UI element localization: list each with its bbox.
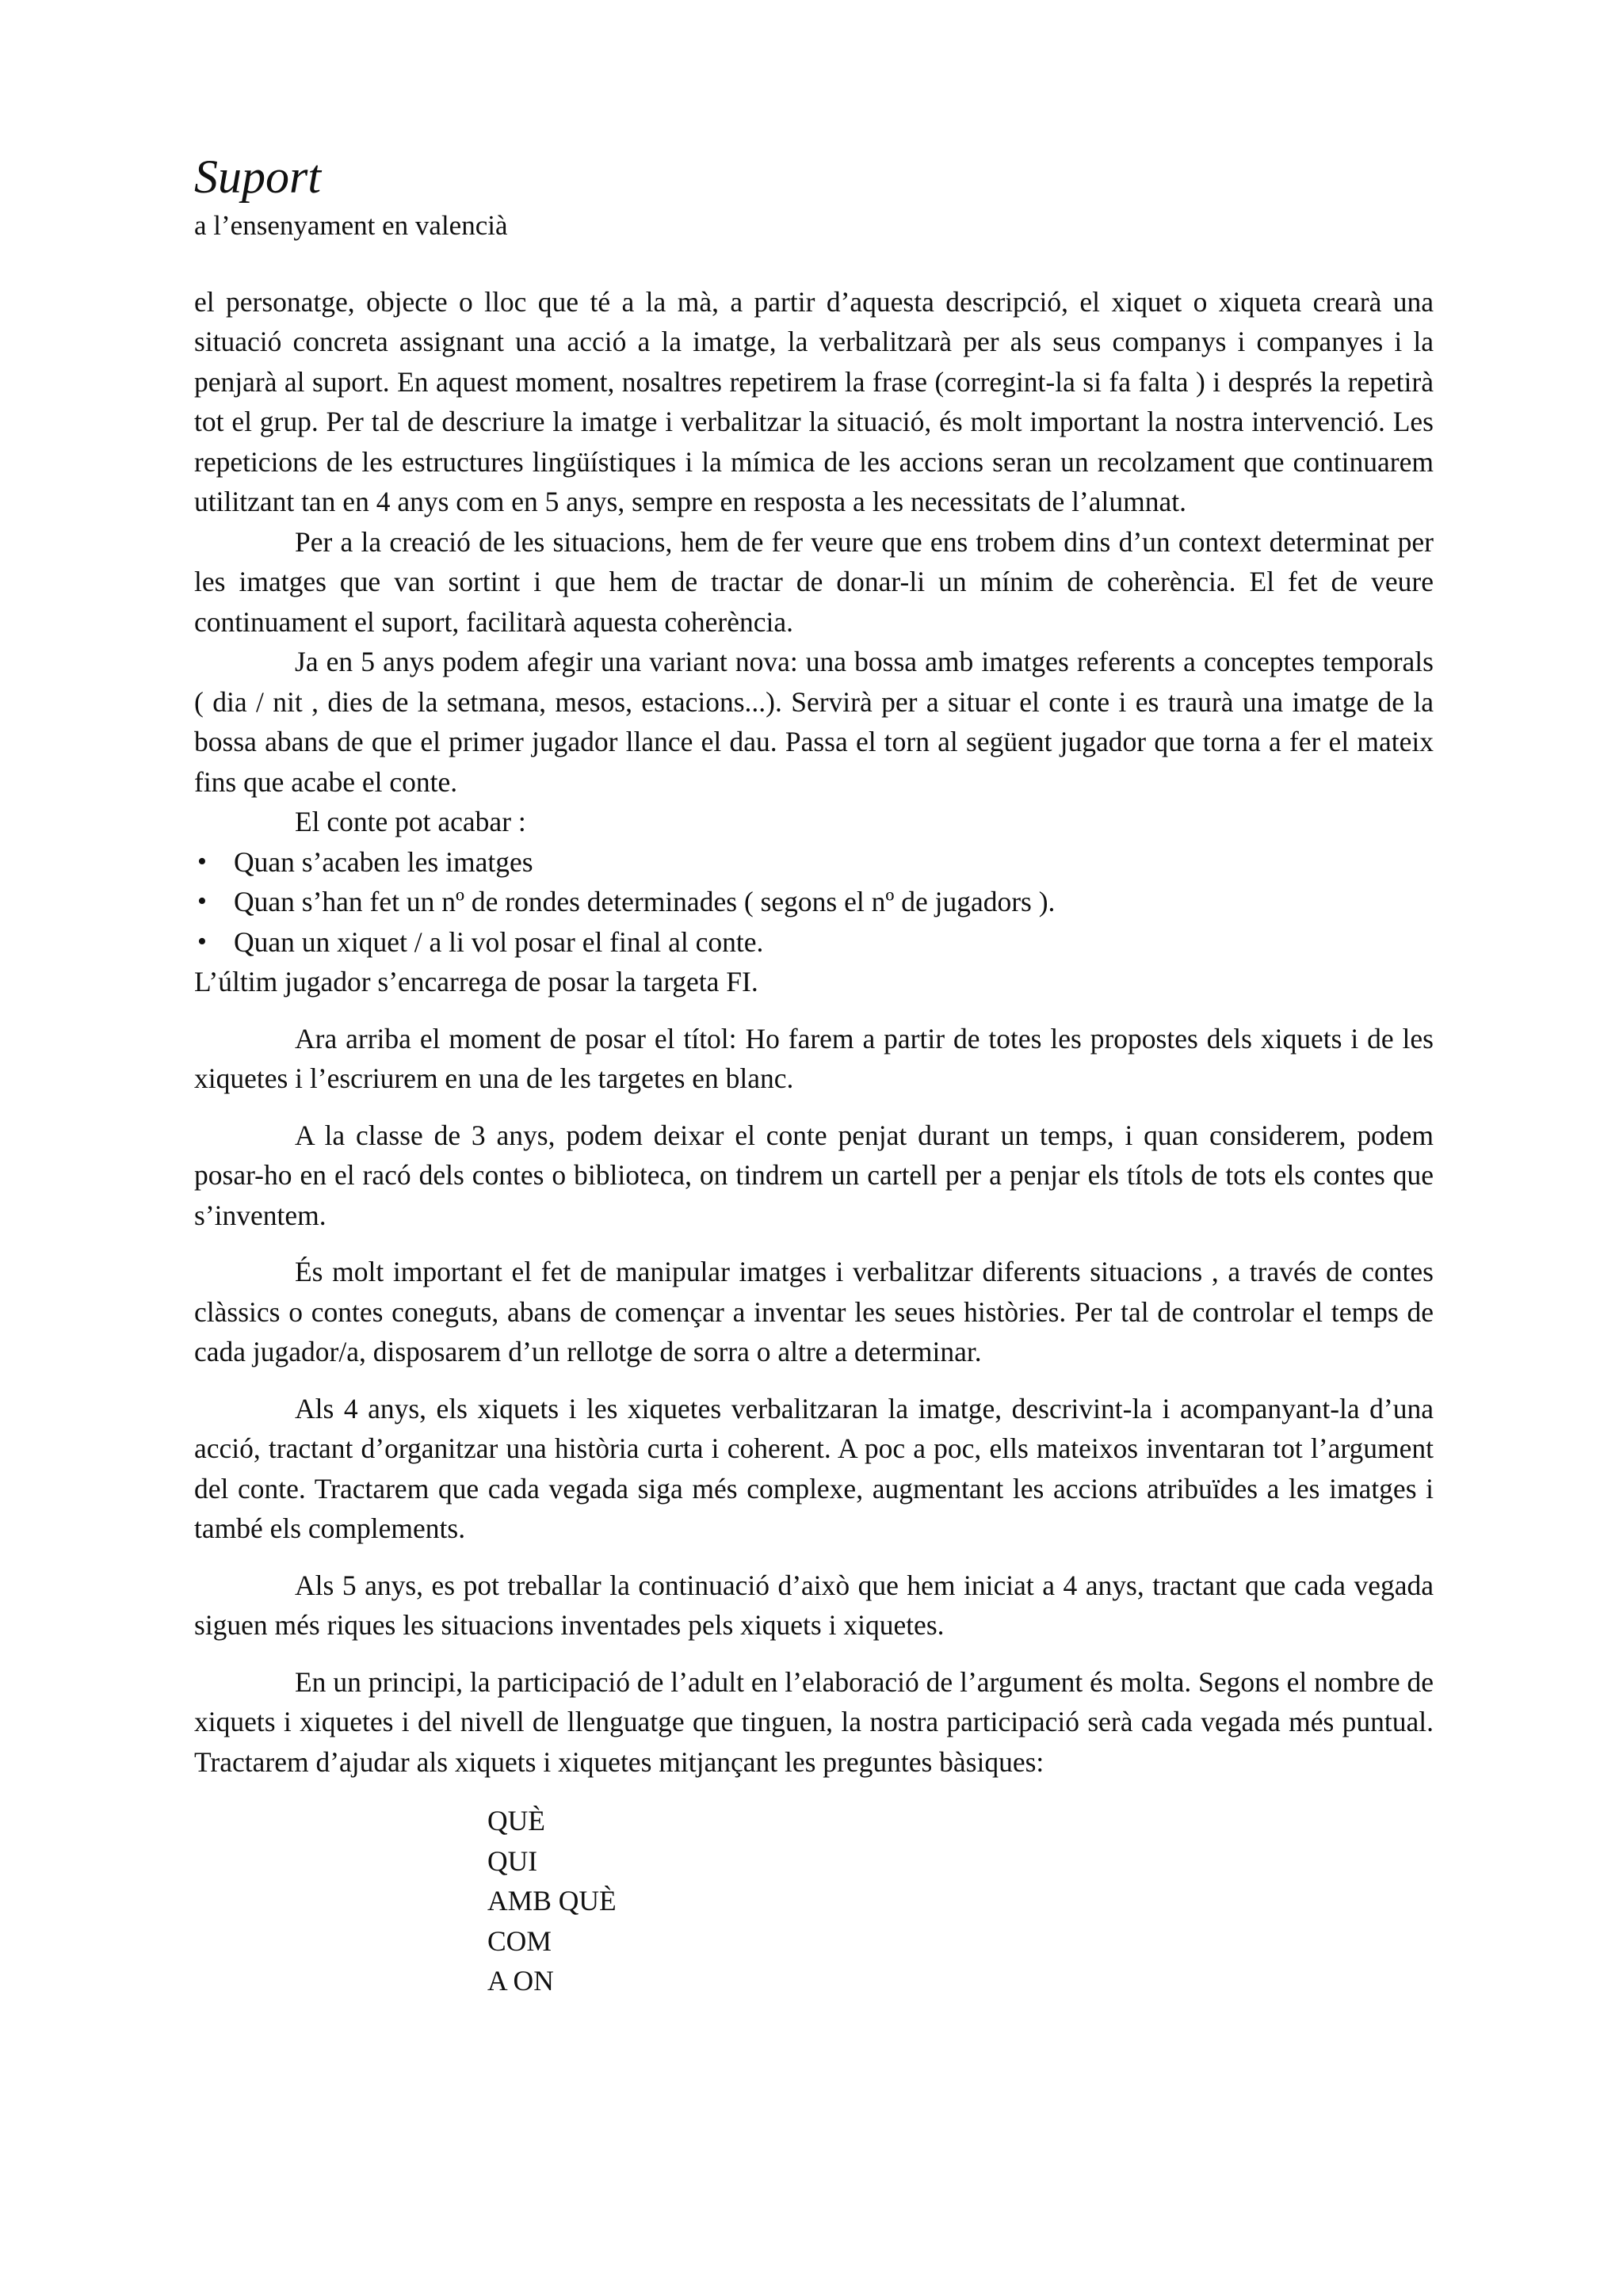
paragraph-3: Ja en 5 anys podem afegir una variant nova: una bossa amb imatges referents a conceptes temporals ( dia / nit , dies de la setmana, mesos, estacions...). Servirà per a situar el conte i es traurà una imatge de la bossa abans de que el primer jugador llance el dau. Passa el torn al següent jugador que torna a fer el mateix fins que acabe el conte. (194, 646, 1434, 798)
document-page (194, 151, 1434, 2001)
paragraph-1: el personatge, objecte o lloc que té a la mà, a partir d’aquesta descripció, el xiquet o xiqueta crearà una situació concreta assignant una acció a la imatge, la verbalitzarà per als seus companys i companyes i la penjarà al suport. En aquest moment, nosaltres repetirem la frase (corregint-la si fa falta ) i després la repetirà tot el grup. Per tal de descriure la imatge i verbalitzar la situació, és molt important la nostra intervenció. Les repeticions de les estructures lingüístiques i la mímica de les accions seran un recolzament que continuarem utilitzant tan en 4 anys com en 5 anys, sempre en resposta a les necessitats de l’alumnat. (194, 285, 1434, 517)
paragraph-2: Per a la creació de les situacions, hem de fer veure que ens trobem dins d’un context determinat per les imatges que van sortint i que hem de tractar de donar-li un mínim de coherència. El fet de veure continuament el suport, facilitarà aquesta coherència. (194, 525, 1434, 638)
question-item: COM (487, 1924, 552, 1957)
paragraph-4: El conte pot acabar : (295, 806, 526, 837)
paragraph-7: A la classe de 3 anys, podem deixar el conte penjat durant un temps, i quan considerem, podem posar-ho en el racó dels contes o biblioteca, on tindrem un cartell per a penjar els títols de tots els contes que s’inventem. (194, 1119, 1434, 1231)
list-item (194, 922, 1434, 963)
bullet-icon: • (197, 846, 207, 876)
paragraph-10: Als 5 anys, es pot treballar la continuació d’això que hem iniciat a 4 anys, tractant que cada vegada siguen més riques les situacions inventades pels xiquets i xiquetes. (194, 1569, 1434, 1641)
bullet-icon: • (197, 887, 207, 916)
question-item: QUI (487, 1844, 538, 1877)
basic-questions-list (487, 1801, 1434, 2001)
list-item (194, 842, 1434, 883)
question-item: AMB QUÈ (487, 1885, 617, 1917)
paragraph-5: L’últim jugador s’encarrega de posar la targeta FI. (194, 966, 758, 997)
question-item: A ON (487, 1965, 554, 1997)
paragraph-6: Ara arriba el moment de posar el títol: Ho farem a partir de totes les propostes dels xiquets i de les xiquetes i l’escriurem en una de les targetes en blanc. (194, 1022, 1434, 1094)
list-item (194, 882, 1434, 922)
document-body (194, 282, 1434, 2001)
list-item-text: Quan s’han fet un nº de rondes determinades ( segons el nº de jugadors ). (234, 886, 1056, 917)
ending-conditions-list (194, 842, 1434, 963)
header-subtitle: a l’ensenyament en valencià (194, 210, 508, 241)
question-item: QUÈ (487, 1805, 545, 1836)
bullet-icon: • (197, 926, 207, 956)
paragraph-8: És molt important el fet de manipular imatges i verbalitzar diferents situacions , a través de contes clàssics o contes coneguts, abans de començar a inventar les seues històries. Per tal de controlar el temps de cada jugador/a, disposarem d’un rellotge de sorra o altre a determinar. (194, 1256, 1434, 1367)
header-title: Suport (194, 151, 322, 203)
list-item-text: Quan s’acaben les imatges (234, 845, 533, 878)
page-header (194, 151, 1434, 244)
paragraph-9: Als 4 anys, els xiquets i les xiquetes verbalitzaran la imatge, descrivint-la i acompanyant-la d’una acció, tractant d’organitzar una història curta i coherent. A poc a poc, ells mateixos inventaran tot l’argument del conte. Tractarem que cada vegada siga més complexe, augmentant les accions atribuïdes a les imatges i també els complements. (194, 1392, 1434, 1544)
paragraph-11: En un principi, la participació de l’adult en l’elaboració de l’argument és molta. Segons el nombre de xiquets i xiquetes i del nivell de llenguatge que tinguen, la nostra participació serà cada vegada més puntual. Tractarem d’ajudar als xiquets i xiquetes mitjançant les preguntes bàsiques: (194, 1665, 1434, 1778)
list-item-text: Quan un xiquet / a li vol posar el final al conte. (234, 925, 764, 958)
